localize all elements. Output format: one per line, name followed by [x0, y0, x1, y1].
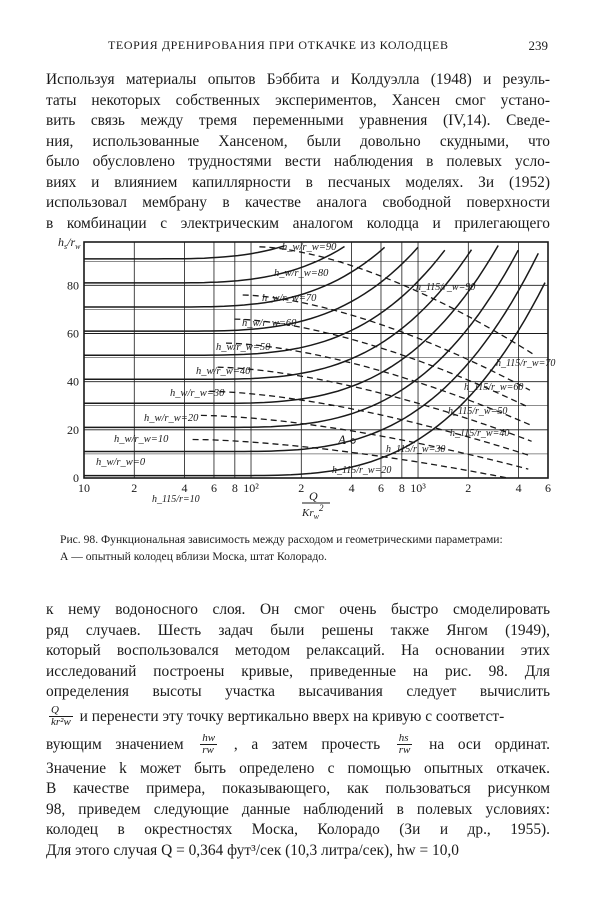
text-line-with-fraction: $\frac{Q}{\text{kr²w}}$ и перенести эту точку вертикально вверх на кривую с соответст- — [51, 704, 505, 729]
text-line: В качестве примера, показывающего, как пользоваться рисунком — [46, 780, 550, 797]
x-axis-title — [301, 489, 330, 521]
text-line: к нему водоносного слоя. Он смог очень быстро смоделировать — [46, 601, 550, 618]
curve-h115 — [201, 415, 528, 469]
x-tick-label: 6 — [210, 481, 217, 495]
text-line: исследований построены кривые, приведенные на рис. 98. Для — [46, 662, 550, 680]
nomogram-chart — [56, 228, 566, 530]
curve-family-h115 — [193, 247, 534, 478]
running-head-title: ТЕОРИЯ ДРЕНИРОВАНИЯ ПРИ ОТКАЧКЕ ИЗ КОЛОДЦЕВ — [108, 38, 449, 52]
x-tick-label: 6 — [377, 481, 384, 495]
text-line: в комбинации с электрическим аналогом колодца и прилегающего — [46, 214, 550, 232]
text-line: вить связь между тремя переменными уравнения (IV,14). Сведе- — [46, 112, 550, 129]
text-line: таты некоторых собственных экспериментов, Хансен смог устано- — [46, 91, 550, 109]
y-tick-label: 0 — [73, 471, 79, 485]
curve-label-hw: h_w/r_w=60 — [242, 318, 297, 329]
y-tick-label: 40 — [67, 374, 79, 389]
paragraph-2 — [46, 600, 550, 861]
text-line: Значение k может быть определено с помощью опытных откачек. — [46, 759, 550, 777]
x-tick-label: 2 — [465, 481, 472, 495]
paragraph-1 — [46, 70, 550, 234]
text-line: ния, использованные Хансеном, были довольно скудными, что — [46, 132, 550, 150]
point-a-label: A — [338, 432, 346, 447]
fraction-q-kr2: $\frac{Q}{\text{kr²w}}$ — [51, 704, 71, 729]
text-line: 98, приведем следующие данные наблюдений в полевых условиях: — [46, 800, 550, 818]
page-number: 239 — [528, 38, 548, 53]
curve-label-h115: h_115/r_w=30 — [386, 444, 446, 455]
x-tick-label: 10² — [243, 481, 259, 495]
text-line: определения высоты участка высачивания следует вычислить — [46, 683, 550, 700]
x-tick-label: 4 — [348, 481, 355, 495]
text-line: использовал мембрану в качестве аналога свободной поверхности — [46, 194, 550, 211]
x-tick-label: 2 — [298, 481, 305, 495]
curve-label-h115: h_115/r_w=20 — [332, 465, 392, 476]
y-tick-label: 80 — [67, 278, 79, 293]
text-line: было обусловлено трудностями вести наблюдения в полевых усло- — [46, 153, 550, 170]
text-line: ряд случаев. Шесть задач были решены также Янгом (1949), — [46, 621, 550, 639]
curve-label-hw: h_w/r_w=70 — [262, 293, 317, 304]
curve-label-hw: h_w/r_w=30 — [170, 388, 225, 399]
curve-label-h115: h_115/r_w=70 — [496, 358, 556, 369]
text-line: который воспользовался методом релаксаций. На основании этих — [46, 642, 550, 659]
x-tick-label: 10 — [78, 481, 90, 495]
y-axis-title: $h_s/r_w$ — [58, 235, 81, 251]
text-line: Используя материалы опытов Бэббита и Колдуэлла (1948) и резуль- — [46, 71, 550, 88]
caption-main: Рис. 98. Функциональная зависимость между расходом и геометрическими параметрами: — [60, 533, 503, 546]
x-tick-label: 6 — [545, 481, 551, 495]
fraction-hw-rw: $\frac{hw}{rw}$ — [202, 732, 216, 757]
curve-label-h115: h_115/r=10 — [152, 494, 200, 505]
curve-label-hw: h_w/r_w=40 — [196, 366, 251, 377]
curve-label-hw: h_w/r_w=20 — [144, 413, 199, 424]
x-tick-label: 4 — [515, 481, 522, 495]
figure-caption — [60, 532, 550, 564]
curve-label-hw: h_w/r_w=90 — [282, 242, 337, 253]
curve-label-h115: h_115/r_w=40 — [450, 428, 510, 439]
curve-label-h115: h_115/r_w=60 — [464, 382, 524, 393]
svg-text:Q: Q — [309, 489, 318, 503]
running-head — [108, 38, 548, 60]
fraction-hs-rw: $\frac{hs}{rw}$ — [398, 732, 411, 757]
text-line-with-fractions: вующим значением $\frac{hw}{rw}$ , а затем прочесть $\frac{hs}{rw}$ на оси ординат. — [46, 732, 550, 757]
curve-label-hw: h_w/r_w=50 — [216, 342, 271, 353]
text-line: виях и влиянием капиллярности в песчаных моделях. Зи (1952) — [46, 173, 550, 191]
y-tick-label: 20 — [67, 422, 79, 437]
x-tick-label: 10³ — [410, 481, 426, 495]
x-tick-label: 2 — [131, 481, 138, 495]
x-tick-label: 8 — [231, 481, 238, 495]
caption-note: А — опытный колодец вблизи Моска, штат Колорадо. — [60, 550, 327, 563]
curve-label-hw: h_w/r_w=0 — [96, 457, 146, 468]
curve-label-h115: h_115/r_w=90 — [416, 282, 476, 293]
point-a — [337, 432, 355, 447]
curve-label-h115: h_115/r_w=50 — [448, 406, 508, 417]
x-tick-label: 4 — [181, 481, 188, 495]
svg-text:Krw2: $Kr_w^2$ — [302, 503, 324, 521]
y-tick-labels — [67, 278, 79, 485]
y-tick-label: 60 — [67, 326, 79, 341]
figure-98 — [56, 228, 566, 530]
curve-label-hw: h_w/r_w=10 — [114, 434, 169, 445]
curve-label-hw: h_w/r_w=80 — [274, 268, 329, 279]
text-line: Для этого случая Q = 0,364 фут³/сек (10,3 литра/сек), hw = 10,0 — [46, 841, 459, 859]
x-tick-label: 8 — [398, 481, 405, 495]
text-line: колодец в окрестностях Моска, Колорадо (Зи и др., 1955). — [46, 821, 550, 838]
